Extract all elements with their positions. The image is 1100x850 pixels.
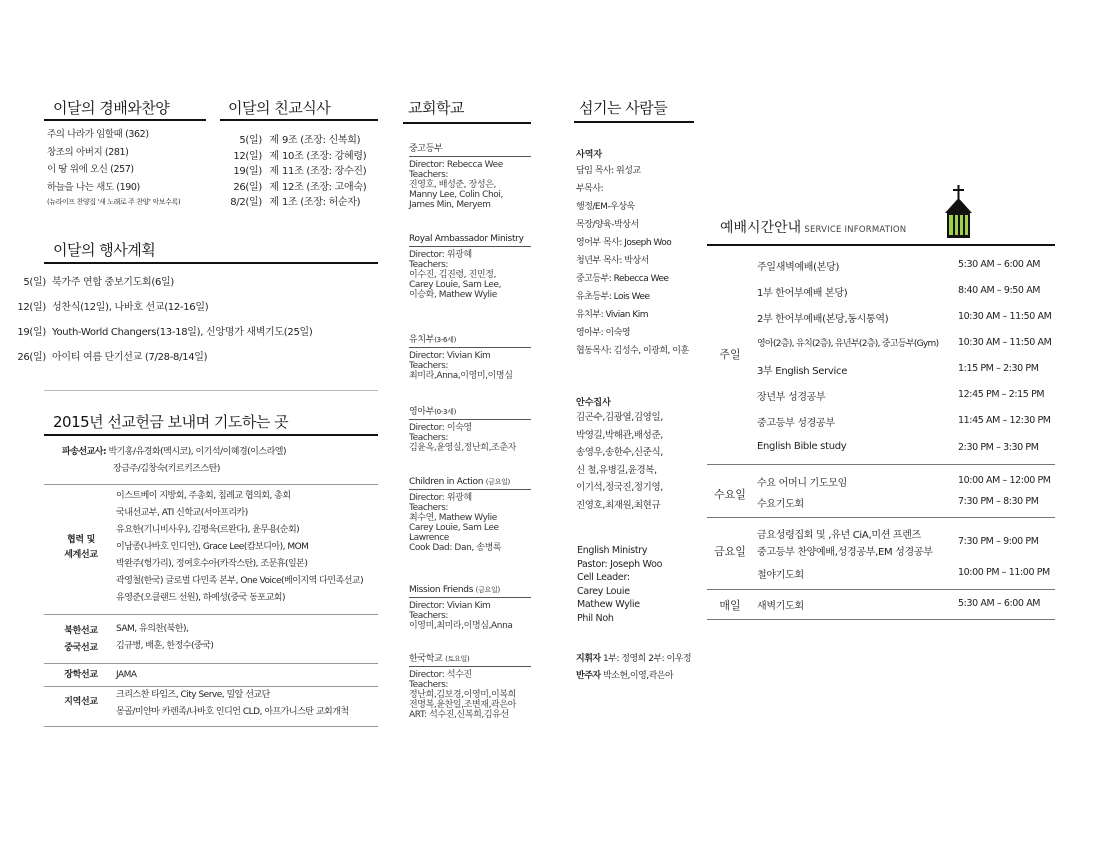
deacons-head: 안수집사 [576,398,611,408]
friday-label: 금요일 [714,545,746,558]
scholar-label: 장학선교 [64,670,98,680]
missions-divider [44,614,378,615]
fellowship-rule [220,119,378,121]
dispatch-block [62,444,286,478]
dispatch-line: 장금주/김창숙(키르키즈스탄) [113,464,220,474]
service-heading [720,217,906,237]
service-name: 2부 한어부예배(본당,동시통역) [757,314,889,325]
fellowship-row: 26(일) 제 12조 (조장: 고애숙) [233,181,367,193]
school-rule [403,122,531,124]
service-divider [707,589,1055,590]
local-lines: 크리스찬 타임즈, City Serve, 밀알 선교단 몽골/미얀마 카렌족/나바호 인디언 CLD, 아프가니스탄 교회개척 [116,690,349,717]
staff-block: 사역자 담임 목사: 위성교 부목사: 행정/EM-우상욱 목장/양육-박상서 영어부 목사: Joseph Woo 청년부 목사: 박상서 중고등부: Rebecca Wee 유초등부: Lois Wee 유치부: Vivian Kim 영아부: 이숙영 협동목사: 김성수, 이광희, 이훈 [576,147,689,360]
service-name: 1부 한어부예배 본당) [757,288,848,299]
service-time: 5:30 AM – 6:00 AM [958,598,1041,609]
hymn-item: 하늘을 나는 새도 (190) [47,181,140,193]
service-name: 금요성령집회 및 ,유년 CiA,미션 프렌즈 [757,530,922,541]
staff-head: 사역자 [576,150,603,160]
service-name: 중고등부 찬양예배,성경공부,EM 성경공부 [757,547,933,558]
partner-label: 협력 및 세계선교 [64,535,98,560]
events-list [10,270,312,370]
hymn-item: 이 땅 위에 오신 (257) [47,164,134,175]
scholar-line: JAMA [116,670,137,680]
service-time: 12:45 PM – 2:15 PM [958,389,1045,400]
music-block: 지휘자 1부: 정영희 2부: 이우정 반주자 박소현,이영,곽은아 [576,654,692,681]
service-divider [707,464,1055,465]
dept-mission-friends: Mission Friends (금요일) Director: Vivian Kim Teachers: 이영미,최미라,이명심,Anna [409,585,531,631]
em-block: English Ministry Pastor: Joseph Woo Cell Leader: Carey Louie Mathew Wylie Phil Noh [577,545,663,624]
service-time: 5:30 AM – 6:00 AM [958,259,1041,270]
missions-divider [44,726,378,727]
conductor-label: 지휘자 [576,654,601,664]
event-row: 12(일) 성찬식(12일), 나바호 선교(12-16일) [17,302,209,313]
service-name: 철야기도회 [757,570,804,581]
dept-kinder: 유치부(3-6세) Director: Vivian Kim Teachers: 최미라,Anna,이영미,이명심 [409,332,531,381]
hymns-list [47,126,180,207]
event-row: 26(일) 아이티 여름 단기선교 (7/28-8/14일) [17,352,208,363]
service-subtitle: SERVICE INFORMATION [804,225,907,235]
events-title: 이달의 행사계획 [53,241,156,259]
school-title: 교회학교 [408,99,464,117]
service-time: 7:30 PM – 8:30 PM [958,496,1039,507]
events-rule [44,262,378,264]
deacons-block: 안수집사 김곤수,김광열,김영일, 박영길,박해관,배성준, 송영우,송한수,신준식, 신 철,유병길,윤경복, 이기석,정국진,정기영, 진영호,최재원,최현규 [576,395,663,514]
hymn-item: 주의 나라가 임할때 (362) [47,129,149,140]
events-divider [44,390,378,391]
service-time: 10:00 AM – 12:00 PM [958,475,1051,486]
fellowship-row: 8/2(일) 제 1조 (조장: 허순자) [230,197,361,208]
dispatch-label: 파송선교사: [62,447,107,457]
sunday-label: 주일 [719,348,741,361]
fellowship-title: 이달의 친교식사 [228,99,331,117]
service-time: 8:40 AM – 9:50 AM [958,285,1041,296]
service-name: 3부 English Service [757,366,848,377]
local-label: 지역선교 [64,697,98,707]
service-time: 2:30 PM – 3:30 PM [958,442,1039,453]
hymns-note: (뉴라이프 찬양집 '새 노래로 주 찬양' 악보수록) [47,198,181,206]
service-time: 10:30 AM – 11:50 AM [958,337,1052,348]
dept-youth: 중고등부 Director: Rebecca Wee Teachers: 진영호, 배성준, 장성은, Manny Lee, Colin Choi, James Min, Meryem [409,141,531,210]
dispatch-line: 박기홍/유경화(멕시코), 이기석/이혜경(이스라엘) [108,447,286,457]
service-time: 10:30 AM – 11:50 AM [958,311,1052,322]
hymns-rule [44,119,206,121]
servers-title: 섬기는 사람들 [579,99,668,117]
event-row: 5(일) 북가주 연합 중보기도회(6일) [23,277,174,288]
service-name: 수요기도회 [757,499,804,510]
church-icon [942,183,976,241]
fellowship-row: 12(일) 제 10조 (조장: 강혜령) [233,150,367,162]
service-rule [707,244,1055,246]
dept-ra: Royal Ambassador Ministry Director: 위광혜 Teachers: 이수진, 김진령, 진민정, Carey Louie, Sam Lee, 이승화, Mathew Wylie [409,234,531,300]
service-time: 7:30 PM – 9:00 PM [958,536,1039,547]
partner-lines: 이스트베이 지방회, 주총회, 침례교 협의회, 총회 국내선교부, ATI 신학교(서아프리카) 유요한(기니비사우), 김평욱(르완다), 윤무용(순회) 이남종(나바호 인디언), Grace Lee(캄보디아), MOM 박완주(헝가리), 정여호수아(카작스탄), 조문휴(일본) 곽영철(한국) 글로벌 다민족 본부, One Voice(베이지역 다민족선교) 유영준(오클랜드 선원), 하예성(중국 동포교회) [116,491,364,603]
missions-rule [44,434,378,436]
service-title: 예배시간안내 [720,220,802,236]
daily-label: 매일 [719,599,741,612]
wednesday-label: 수요일 [714,488,746,501]
fellowship-row: 5(일) 제 9조 (조장: 신복희) [239,135,361,146]
dept-korean-school: 한국학교 (토요일) Director: 석수진 Teachers: 정난희,김보경,이영미,이복희 전명복,윤찬일,조변재,곽은아 ART: 석수진,신복희,김유선 [409,651,531,720]
accompanist-label: 반주자 [576,671,601,681]
missions-title: 2015년 선교헌금 보내며 기도하는 곳 [53,413,289,431]
service-name: 수요 어머니 기도모임 [757,478,847,489]
service-divider [707,619,1055,620]
service-time: 1:15 PM – 2:30 PM [958,363,1039,374]
service-name: 주일새벽예배(본당) [757,262,840,273]
service-name: 중고등부 성경공부 [757,418,835,429]
nk-cn-labels: 북한선교 중국선교 [64,626,98,653]
service-name: English Bible study [757,441,847,452]
dept-cia: Children in Action (금요일) Director: 위광혜 Teachers: 최수연, Mathew Wylie Carey Louie, Sam Lee Lawrence Cook Dad: Dan, 송병록 [409,477,531,553]
fellowship-row: 19(일) 제 11조 (조장: 장수진) [233,166,367,177]
service-divider [707,517,1055,518]
service-time: 11:45 AM – 12:30 PM [958,415,1051,426]
service-time: 10:00 PM – 11:00 PM [958,567,1050,578]
service-name: 새벽기도회 [757,601,804,612]
dept-infant: 영아부(0-3세) Director: 이숙영 Teachers: 김윤옥,윤영실,정난희,조춘자 [409,404,531,453]
hymn-item: 창조의 아버지 (281) [47,146,129,158]
fellowship-list [224,133,366,211]
missions-divider [44,663,378,664]
service-name: 장년부 성경공부 [757,392,826,403]
missions-divider [44,484,378,485]
servers-rule [574,121,694,123]
service-name: 영아(2층), 유치(2층), 유년부(2층), 중고등부(Gym) [757,339,939,349]
nk-cn-lines: SAM, 유의찬(북한), 김규병, 배훈, 한정수(중국) [116,624,214,651]
hymns-title: 이달의 경배와찬양 [53,99,170,117]
event-row: 19(일) Youth-World Changers(13-18일), 신앙명가 새벽기도(25일) [17,327,313,338]
